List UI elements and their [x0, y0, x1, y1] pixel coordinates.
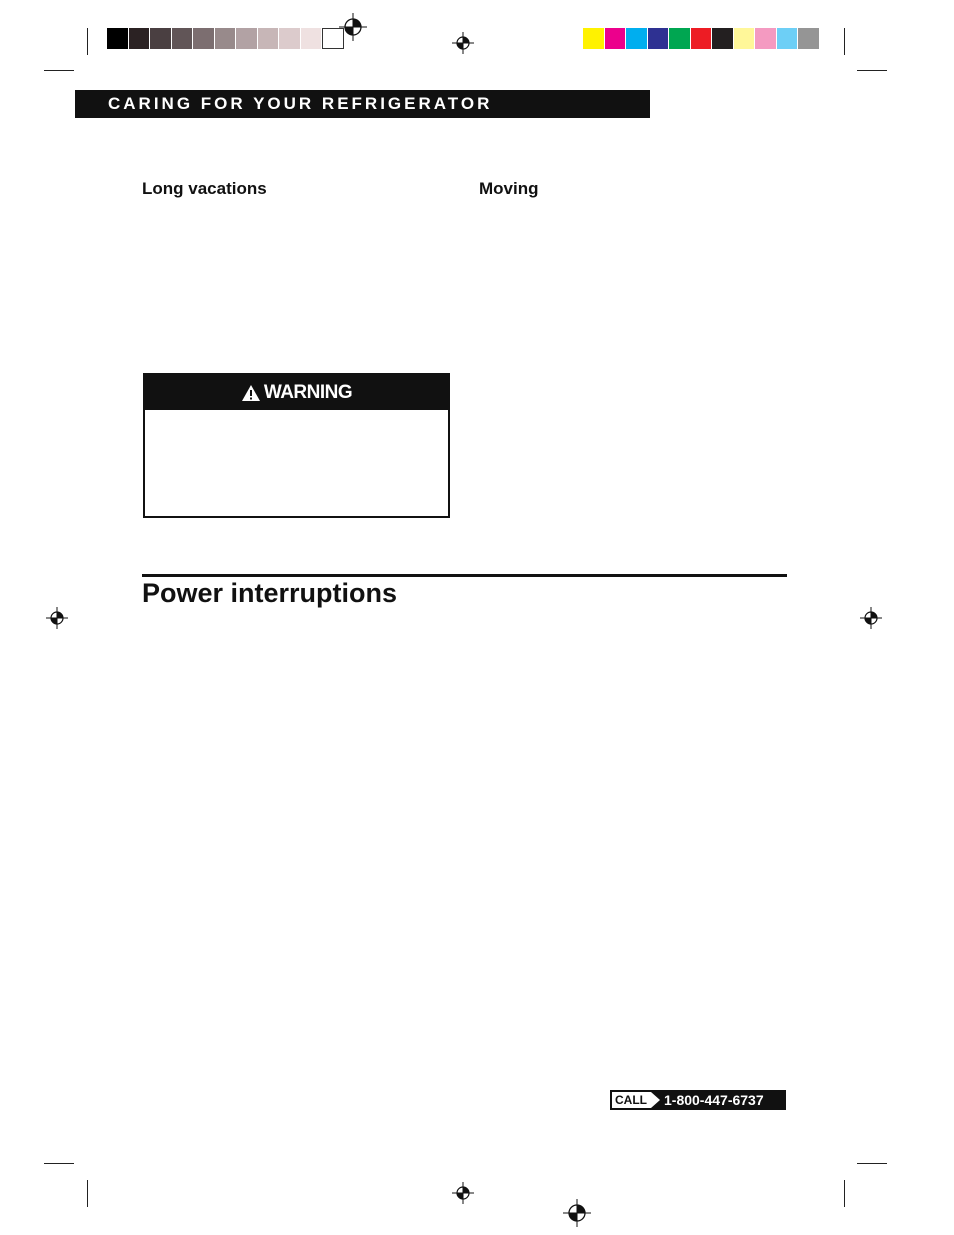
crop-mark — [844, 1180, 845, 1207]
warning-label: WARNING — [263, 381, 353, 403]
warning-triangle-icon — [241, 384, 261, 402]
gray-swatch — [236, 28, 258, 49]
star-target-icon — [336, 10, 370, 44]
color-swatch-bar — [583, 28, 820, 49]
gray-swatch — [301, 28, 323, 49]
section-header-title: CARING FOR YOUR REFRIGERATOR — [108, 94, 493, 113]
crop-mark — [844, 28, 845, 55]
registration-mark-icon — [452, 1182, 474, 1204]
gray-swatch-bar — [107, 28, 344, 49]
color-swatch — [712, 28, 734, 49]
gray-swatch — [279, 28, 301, 49]
gray-swatch — [150, 28, 172, 49]
long-vacations-heading: Long vacations — [142, 179, 267, 198]
color-swatch — [648, 28, 670, 49]
crop-mark — [44, 1163, 74, 1164]
call-badge — [610, 1090, 786, 1110]
gray-swatch — [129, 28, 151, 49]
gray-swatch — [172, 28, 194, 49]
color-swatch — [669, 28, 691, 49]
gray-swatch — [258, 28, 280, 49]
crop-mark — [87, 1180, 88, 1207]
color-swatch — [626, 28, 648, 49]
gray-swatch — [215, 28, 237, 49]
section-divider — [142, 574, 787, 577]
color-swatch — [777, 28, 799, 49]
crop-mark — [87, 28, 88, 55]
star-target-icon — [560, 1196, 594, 1230]
color-swatch — [605, 28, 627, 49]
call-phone-number: 1-800-447-6737 — [664, 1092, 764, 1108]
crop-mark — [857, 70, 887, 71]
power-interruptions-heading: Power interruptions — [142, 578, 398, 608]
color-swatch — [798, 28, 820, 49]
call-label-box — [612, 1092, 651, 1108]
gray-swatch — [193, 28, 215, 49]
call-arrow-icon — [651, 1092, 660, 1108]
crop-mark — [857, 1163, 887, 1164]
crop-mark — [44, 70, 74, 71]
moving-heading: Moving — [479, 179, 539, 198]
color-swatch — [691, 28, 713, 49]
warning-box — [143, 373, 450, 518]
color-swatch — [583, 28, 605, 49]
call-label: CALL — [615, 1093, 647, 1107]
section-header — [75, 90, 650, 118]
warning-banner — [145, 375, 448, 410]
gray-swatch — [107, 28, 129, 49]
color-swatch — [755, 28, 777, 49]
color-swatch — [734, 28, 756, 49]
registration-mark-icon — [452, 32, 474, 54]
registration-mark-icon — [860, 607, 882, 629]
registration-mark-icon — [46, 607, 68, 629]
